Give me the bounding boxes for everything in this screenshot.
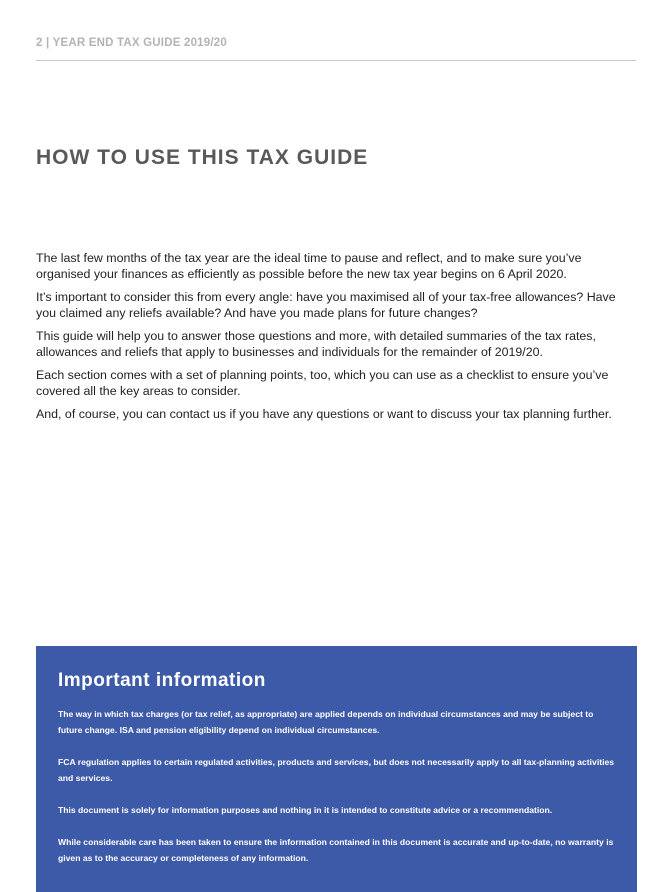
important-information-box	[36, 646, 637, 892]
body-paragraph: And, of course, you can contact us if you have any questions or want to discuss your tax planning further.	[36, 407, 612, 421]
page-title: HOW TO USE THIS TAX GUIDE	[36, 146, 369, 169]
info-paragraph: While considerable care has been taken to ensure the information contained in this document is accurate and up-to-date, no warranty is given as to the accuracy or completeness of any information.	[58, 837, 614, 863]
info-paragraph: This document is solely for information purposes and nothing in it is intended to constitute advice or a recommendation.	[58, 805, 553, 815]
page-header: 2 | YEAR END TAX GUIDE 2019/20	[36, 37, 227, 49]
body-paragraph: Each section comes with a set of planning points, too, which you can use as a checklist to ensure you’ve covered all the key areas to consider.	[36, 368, 609, 398]
info-paragraph: The way in which tax charges (or tax relief, as appropriate) are applied depends on individual circumstances and may be subject to future change. ISA and pension eligibility depend on individual circumstances.	[58, 709, 594, 735]
info-paragraph: FCA regulation applies to certain regulated activities, products and services, but does not necessarily apply to all tax-planning activities and services.	[58, 757, 615, 783]
body-paragraph: It’s important to consider this from every angle: have you maximised all of your tax-free allowances? Have you claimed any reliefs available? And have you made plans for future changes?	[36, 290, 616, 320]
body-text	[36, 250, 636, 429]
body-paragraph: The last few months of the tax year are the ideal time to pause and reflect, and to make sure you’ve organised your finances as efficiently as possible before the new tax year begins on 6 April 2020.	[36, 251, 582, 281]
info-box-title: Important information	[58, 670, 266, 691]
header-divider	[36, 60, 636, 61]
body-paragraph: This guide will help you to answer those questions and more, with detailed summaries of the tax rates, allowances and reliefs that apply to businesses and individuals for the remainder of 2019/20.	[36, 329, 596, 359]
